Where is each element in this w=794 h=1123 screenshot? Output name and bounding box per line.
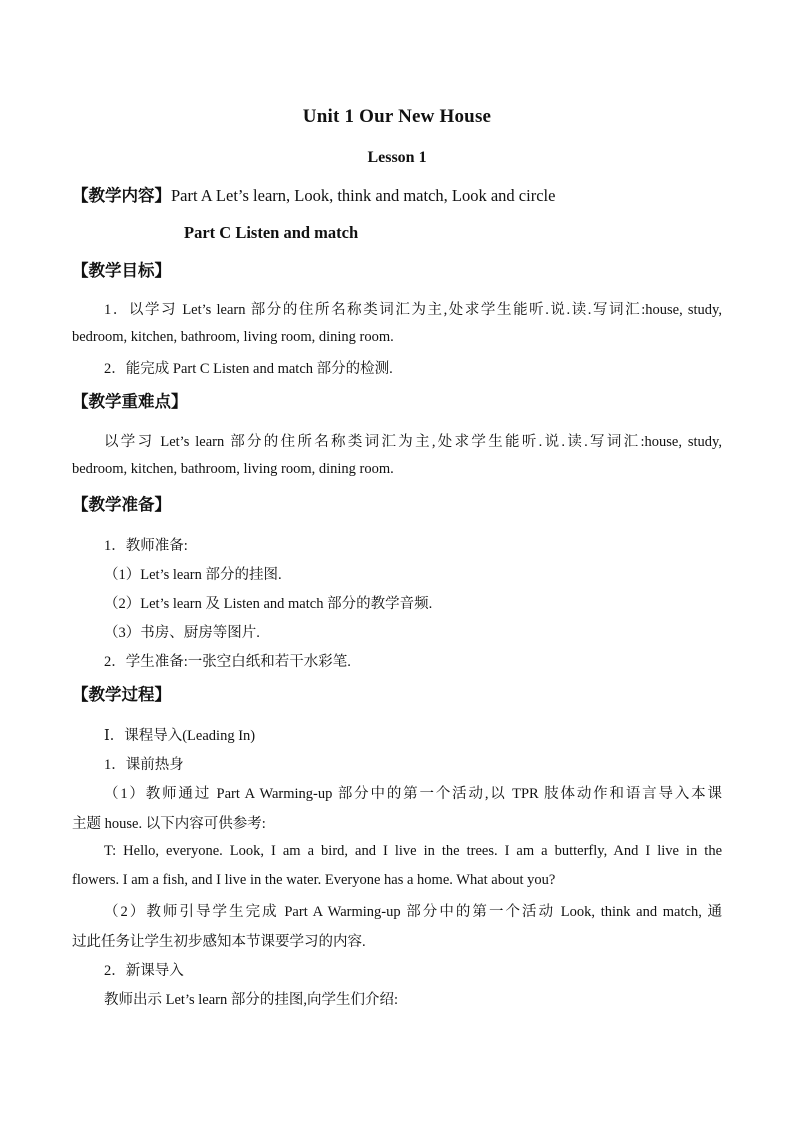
content-line-2-wrap [184, 223, 358, 243]
keypoints-heading: 【教学重难点】 [72, 392, 188, 411]
doc-title: Unit 1 Our New House [302, 106, 492, 127]
process-p1b: 主题 house. 以下内容可供参考: [72, 816, 266, 832]
process-section-1: Ⅰ．课程导入(Leading In) [104, 728, 256, 744]
prep-heading: 【教学准备】 [72, 495, 171, 514]
prep-teacher-3: （3）书房、厨房等图片. [104, 625, 260, 641]
content-label: 【教学内容】 [72, 186, 171, 205]
prep-teacher-1: （1）Let’s learn 部分的挂图. [104, 567, 282, 583]
keypoints-text-a: 以学习 Let’s learn 部分的住所名称类词汇为主,处求学生能听.说.读.写词汇:house, study, [104, 434, 722, 450]
process-p3: 教师出示 Let’s learn 部分的挂图,向学生们介绍: [104, 992, 398, 1008]
process-p2a: （2）教师引导学生完成 Part A Warming-up 部分中的第一个活动 Look, think and match, 通 [104, 904, 722, 920]
prep-teacher: 1．教师准备: [104, 538, 188, 554]
process-new-lesson: 2．新课导入 [104, 963, 184, 979]
goals-item-1a: 1．以学习 Let’s learn 部分的住所名称类词汇为主,处求学生能听.说.读.写词汇:house, study, [104, 302, 722, 318]
process-heading: 【教学过程】 [72, 685, 171, 704]
content-heading [72, 182, 555, 206]
process-warmup: 1．课前热身 [104, 757, 184, 773]
goals-heading: 【教学目标】 [72, 261, 171, 280]
prep-student: 2．学生准备:一张空白纸和若干水彩笔. [104, 654, 351, 670]
prep-teacher-2: （2）Let’s learn 及 Listen and match 部分的教学音频. [104, 596, 433, 612]
process-t-b: flowers. I am a fish, and I live in the water. Everyone has a home. What about you? [72, 872, 556, 888]
content-line-1: Part A Let’s learn, Look, think and match, Look and circle [171, 186, 556, 205]
goals-item-1b: bedroom, kitchen, bathroom, living room, dining room. [72, 329, 394, 345]
content-line-2: Part C Listen and match [184, 223, 359, 242]
process-t-a: T: Hello, everyone. Look, I am a bird, and I live in the trees. I am a butterfly, And I live in the [104, 843, 722, 859]
keypoints-text-b: bedroom, kitchen, bathroom, living room, dining room. [72, 461, 394, 477]
process-p1a: （1）教师通过 Part A Warming-up 部分中的第一个活动,以 TPR 肢体动作和语言导入本课 [104, 786, 722, 802]
process-p2b: 过此任务让学生初步感知本节课要学习的内容. [72, 934, 366, 950]
goals-item-2: 2．能完成 Part C Listen and match 部分的检测. [104, 361, 393, 377]
lesson-title: Lesson 1 [367, 149, 427, 166]
